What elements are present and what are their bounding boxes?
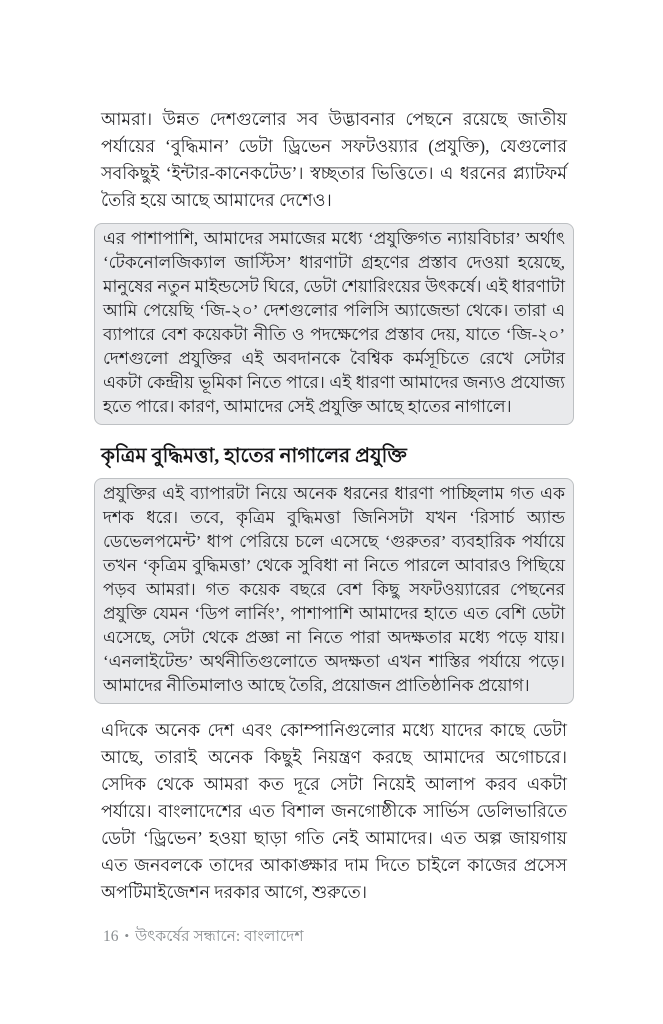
page-content: [101, 106, 567, 906]
page-footer: [103, 926, 304, 947]
intro-paragraph: আমরা। উন্নত দেশগুলোর সব উদ্ভাবনার পেছনে রয়েছে জাতীয় পর্যায়ের ‘বুদ্ধিমান’ ডেটা ড্রিভেন সফটওয়্যার (প্রযুক্তি), যেগুলোর সবকিছুই ‘ইন্টার-কানেকটেড’। স্বচ্ছতার ভিত্তিতে। এ ধরনের প্ল্যাটফর্ম তৈরি হয়ে আছে আমাদের দেশেও।: [101, 109, 567, 210]
closing-paragraph: এদিকে অনেক দেশ এবং কোম্পানিগুলোর মধ্যে যাদের কাছে ডেটা আছে, তারাই অনেক কিছুই নিয়ন্ত্রণ করছে আমাদের অগোচরে। সেদিক থেকে আমরা কত দূরে সেটা নিয়েই আলাপ করব একটা পর্যায়ে। বাংলাদেশের এত বিশাল জনগোষ্ঠীকে সার্ভিস ডেলিভারিতে ডেটা ‘ড্রিভেন’ হওয়া ছাড়া গতি নেই আমাদের। এত অল্প জায়গায় এত জনবলকে তাদের আকাঙ্ক্ষার দাম দিতে চাইলে কাজের প্রসেস অপটিমাইজেশন দরকার আগে, শুরুতে।: [101, 720, 567, 902]
page-number: 16: [103, 928, 119, 945]
book-title: উৎকর্ষের সন্ধানে: বাংলাদেশ: [135, 928, 304, 945]
footer-bullet-icon: •: [124, 928, 130, 943]
highlight-block-1: এর পাশাপাশি, আমাদের সমাজের মধ্যে ‘প্রযুক্তিগত ন্যায়বিচার’ অর্থাৎ ‘টেকনোলজিক্যাল জাস্টিস’ ধারণাটা গ্রহণের প্রস্তাব দেওয়া হয়েছে, মানুষের নতুন মাইন্ডসেট ঘিরে, ডেটা শেয়ারিংয়ের উৎকর্ষে। এই ধারণাটা আমি পেয়েছি ‘জি-২০’ দেশগুলোর পলিসি অ্যাজেন্ডা থেকে। তারা এ ব্যাপারে বেশ কয়েকটা নীতি ও পদক্ষেপের প্রস্তাব দেয়, যাতে ‘জি-২০’ দেশগুলো প্রযুক্তির এই অবদানকে বৈশ্বিক কর্মসূচিতে রেখে সেটার একটা কেন্দ্রীয় ভূমিকা নিতে পারে। এই ধারণা আমাদের জন্যও প্রযোজ্য হতে পারে। কারণ, আমাদের সেই প্রযুক্তি আছে হাতের নাগালে।: [94, 223, 574, 425]
highlight-block-2: প্রযুক্তির এই ব্যাপারটা নিয়ে অনেক ধরনের ধারণা পাচ্ছিলাম গত এক দশক ধরে। তবে, কৃত্রিম বুদ্ধিমত্তা জিনিসটা যখন ‘রিসার্চ অ্যান্ড ডেভেলপমেন্ট’ ধাপ পেরিয়ে চলে এসেছে ‘গুরুতর’ ব্যবহারিক পর্যায়ে তখন ‘কৃত্রিম বুদ্ধিমত্তা’ থেকে সুবিধা না নিতে পারলে আবারও পিছিয়ে পড়ব আমরা। গত কয়েক বছরে বেশ কিছু সফটওয়্যারের পেছনের প্রযুক্তি যেমন ‘ডিপ লার্নিং’, পাশাপাশি আমাদের হাতে এত বেশি ডেটা এসেছে, সেটা থেকে প্রজ্ঞা না নিতে পারা অদক্ষতার মধ্যে পড়ে যায়। ‘এনলাইটেন্ড’ অর্থনীতিগুলোতে অদক্ষতা এখন শাস্তির পর্যায়ে পড়ে। আমাদের নীতিমালাও আছে তৈরি, প্রয়োজন প্রাতিষ্ঠানিক প্রয়োগ।: [94, 478, 574, 704]
section-heading: কৃত্রিম বুদ্ধিমত্তা, হাতের নাগালের প্রযুক্তি: [101, 445, 407, 467]
